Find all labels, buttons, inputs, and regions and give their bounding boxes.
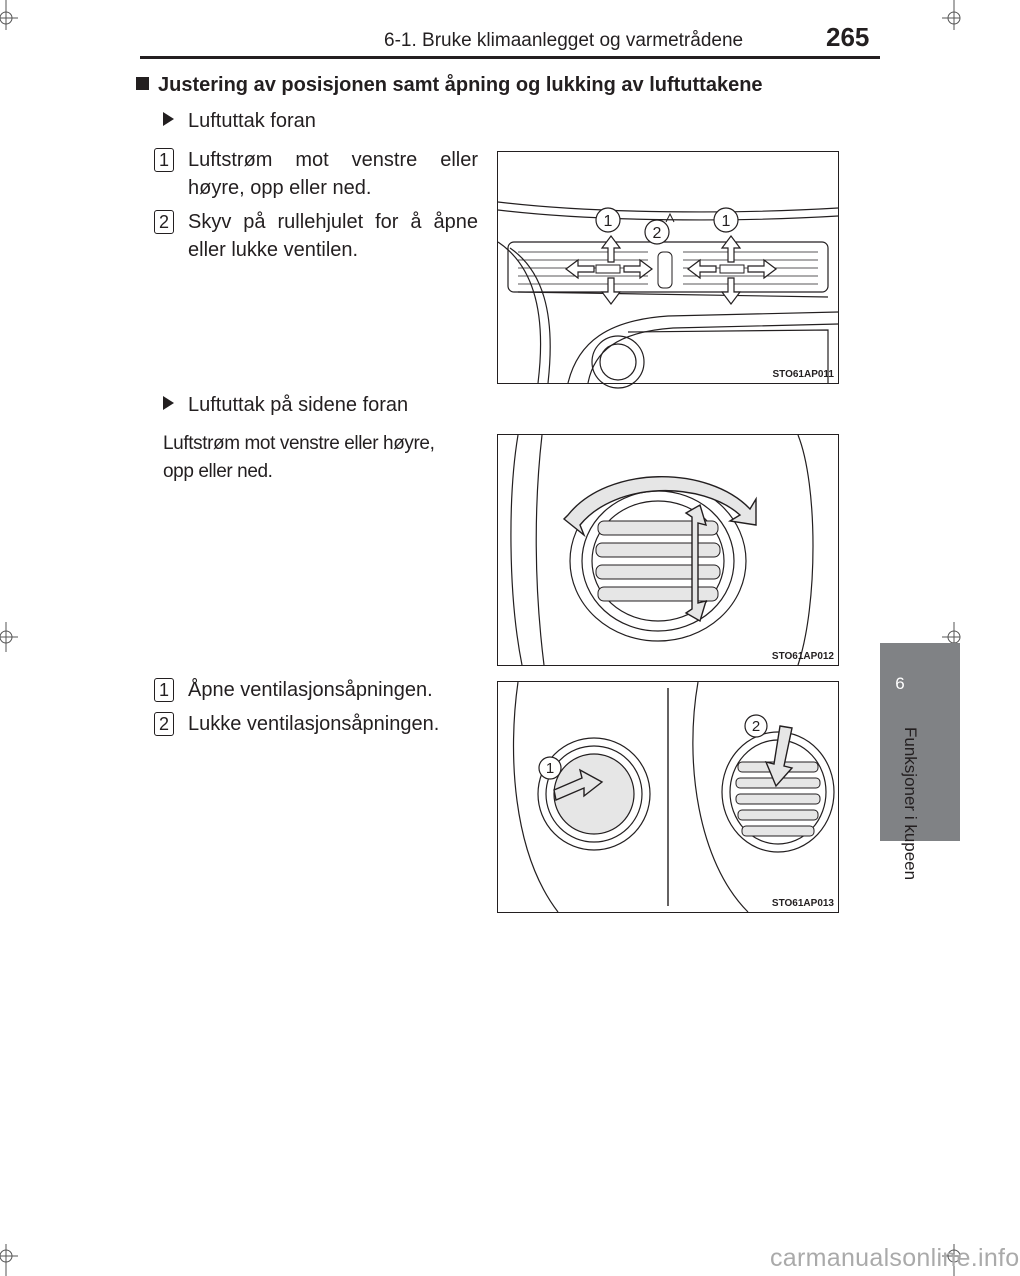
triangle-bullet-icon — [163, 396, 174, 410]
front-vents-item-2-line1: Skyv på rullehjulet for å åpne — [188, 211, 478, 233]
vent-open-close-drawing — [498, 682, 838, 912]
triangle-bullet-icon — [163, 112, 174, 126]
front-vents-item-1-line1: Luftstrøm mot venstre eller — [188, 149, 478, 171]
step-number-badge: 2 — [154, 210, 174, 234]
callout-number: 1 — [545, 760, 555, 777]
callout-number: 2 — [751, 718, 761, 735]
page-number: 265 — [826, 22, 870, 52]
front-vents-item-1 — [188, 146, 478, 202]
figure-label: STO61AP011 — [772, 369, 834, 380]
step-number-badge: 2 — [154, 712, 174, 736]
front-vents-item-1-line2: høyre, opp eller ned. — [188, 177, 372, 199]
side-vents-description-line1: Luftstrøm mot venstre eller høyre, — [163, 433, 435, 454]
front-vents-item-2 — [188, 208, 478, 264]
chapter-tab-number: 6 — [895, 674, 905, 693]
callout-number: 2 — [652, 225, 662, 242]
watermark: carmanualsonline.info — [770, 1244, 1020, 1272]
figure-label: STO61AP012 — [771, 651, 834, 662]
square-bullet-icon — [136, 77, 149, 90]
chapter-tab-title: Funksjoner i kupeen — [901, 727, 920, 881]
running-header: 6-1. Bruke klimaanlegget og varmetrådene — [384, 30, 744, 51]
section-heading-text: Justering av posisjonen samt åpning og lukking av luftuttakene — [158, 74, 763, 96]
callout-number: 1 — [603, 213, 613, 230]
vent-open-close-illustration — [497, 681, 839, 913]
side-vent-illustration — [497, 434, 839, 666]
subheading-side-vents — [163, 394, 408, 417]
section-heading — [136, 74, 763, 97]
dashboard-vents-drawing — [498, 152, 838, 383]
side-vent-drawing — [498, 435, 838, 665]
front-vents-illustration — [497, 151, 839, 384]
subheading-front-vents-text: Luftuttak foran — [188, 110, 316, 132]
side-vents-description — [163, 430, 483, 486]
front-vents-item-2-line2: eller lukke ventilen. — [188, 239, 359, 261]
chapter-tab — [880, 643, 960, 841]
figure-label: STO61AP013 — [771, 898, 834, 909]
open-vent-text: Åpne ventilasjonsåpningen. — [188, 679, 433, 701]
side-vents-description-line2: opp eller ned. — [163, 461, 273, 482]
callout-number: 1 — [721, 213, 731, 230]
subheading-side-vents-text: Luftuttak på sidene foran — [188, 394, 409, 416]
step-number-badge: 1 — [154, 148, 174, 172]
subheading-front-vents — [163, 110, 316, 133]
header-rule — [140, 56, 880, 59]
step-number-badge: 1 — [154, 678, 174, 702]
close-vent-text: Lukke ventilasjonsåpningen. — [188, 713, 440, 735]
